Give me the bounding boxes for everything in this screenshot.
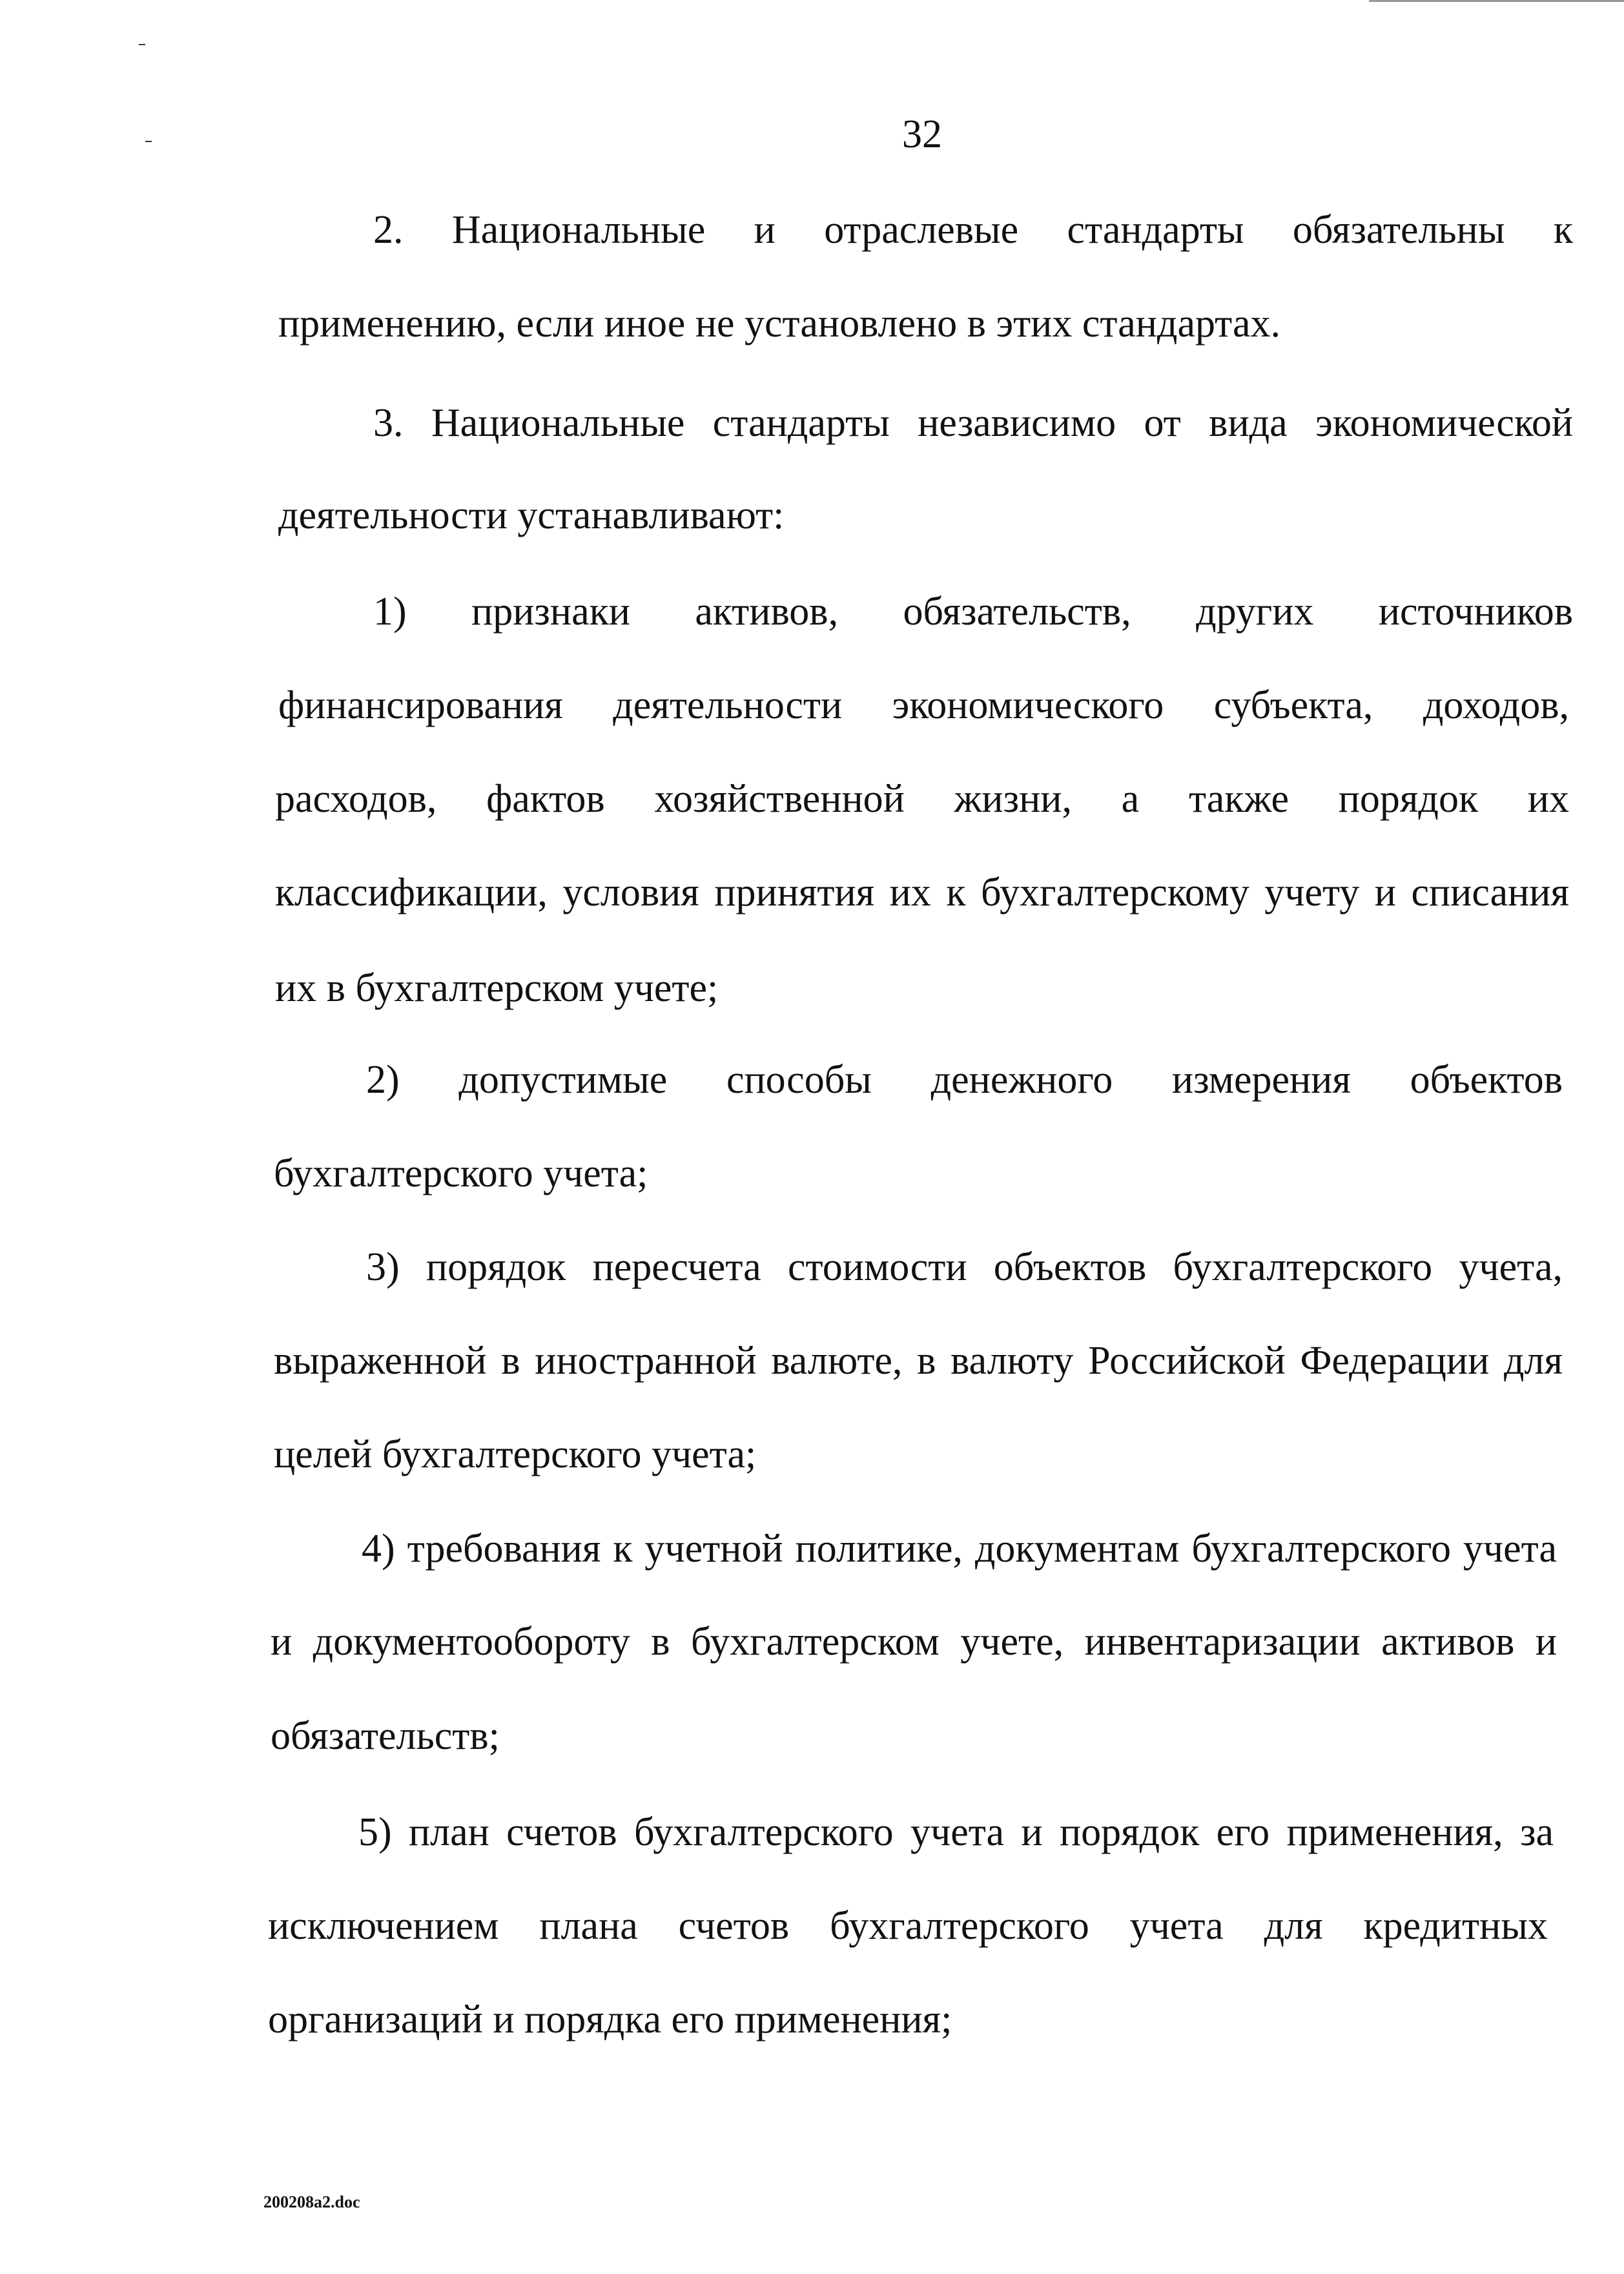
- text-line: обязательств;: [271, 1714, 500, 1758]
- text-line: и документообороту в бухгалтерском учете, инвентаризации активов и: [271, 1620, 1557, 1664]
- text-line: выраженной в иностранной валюте, в валюту Российской Федерации для: [274, 1339, 1563, 1383]
- text-line: 4) требования к учетной политике, документам бухгалтерского учета: [362, 1527, 1557, 1571]
- text-line: финансирования деятельности экономического субъекта, доходов,: [278, 683, 1569, 727]
- text-line: применению, если иное не установлено в этих стандартах.: [278, 302, 1281, 346]
- text-line: 1) признаки активов, обязательств, других источников: [373, 590, 1573, 634]
- text-line: целей бухгалтерского учета;: [274, 1432, 757, 1476]
- scan-speck: [139, 44, 145, 45]
- text-line: их в бухгалтерском учете;: [275, 966, 719, 1010]
- text-line: организаций и порядка его применения;: [268, 1998, 952, 2041]
- text-line: классификации, условия принятия их к бухгалтерскому учету и списания: [275, 871, 1569, 915]
- text-line: 2. Национальные и отраслевые стандарты обязательны к: [373, 208, 1573, 252]
- text-line: 2) допустимые способы денежного измерения объектов: [366, 1058, 1563, 1102]
- text-line: 5) план счетов бухгалтерского учета и порядок его применения, за: [358, 1810, 1554, 1854]
- page-number: 32: [902, 112, 942, 156]
- text-line: деятельности устанавливают:: [278, 493, 785, 537]
- text-line: 3. Национальные стандарты независимо от вида экономической: [373, 401, 1573, 445]
- file-name-footer: 200208a2.doc: [263, 2193, 360, 2211]
- text-line: исключением плана счетов бухгалтерского учета для кредитных: [268, 1904, 1548, 1948]
- scan-edge-line: [1369, 0, 1624, 2]
- text-line: бухгалтерского учета;: [274, 1152, 648, 1195]
- text-line: расходов, фактов хозяйственной жизни, а также порядок их: [275, 777, 1569, 821]
- text-line: 3) порядок пересчета стоимости объектов бухгалтерского учета,: [366, 1245, 1563, 1289]
